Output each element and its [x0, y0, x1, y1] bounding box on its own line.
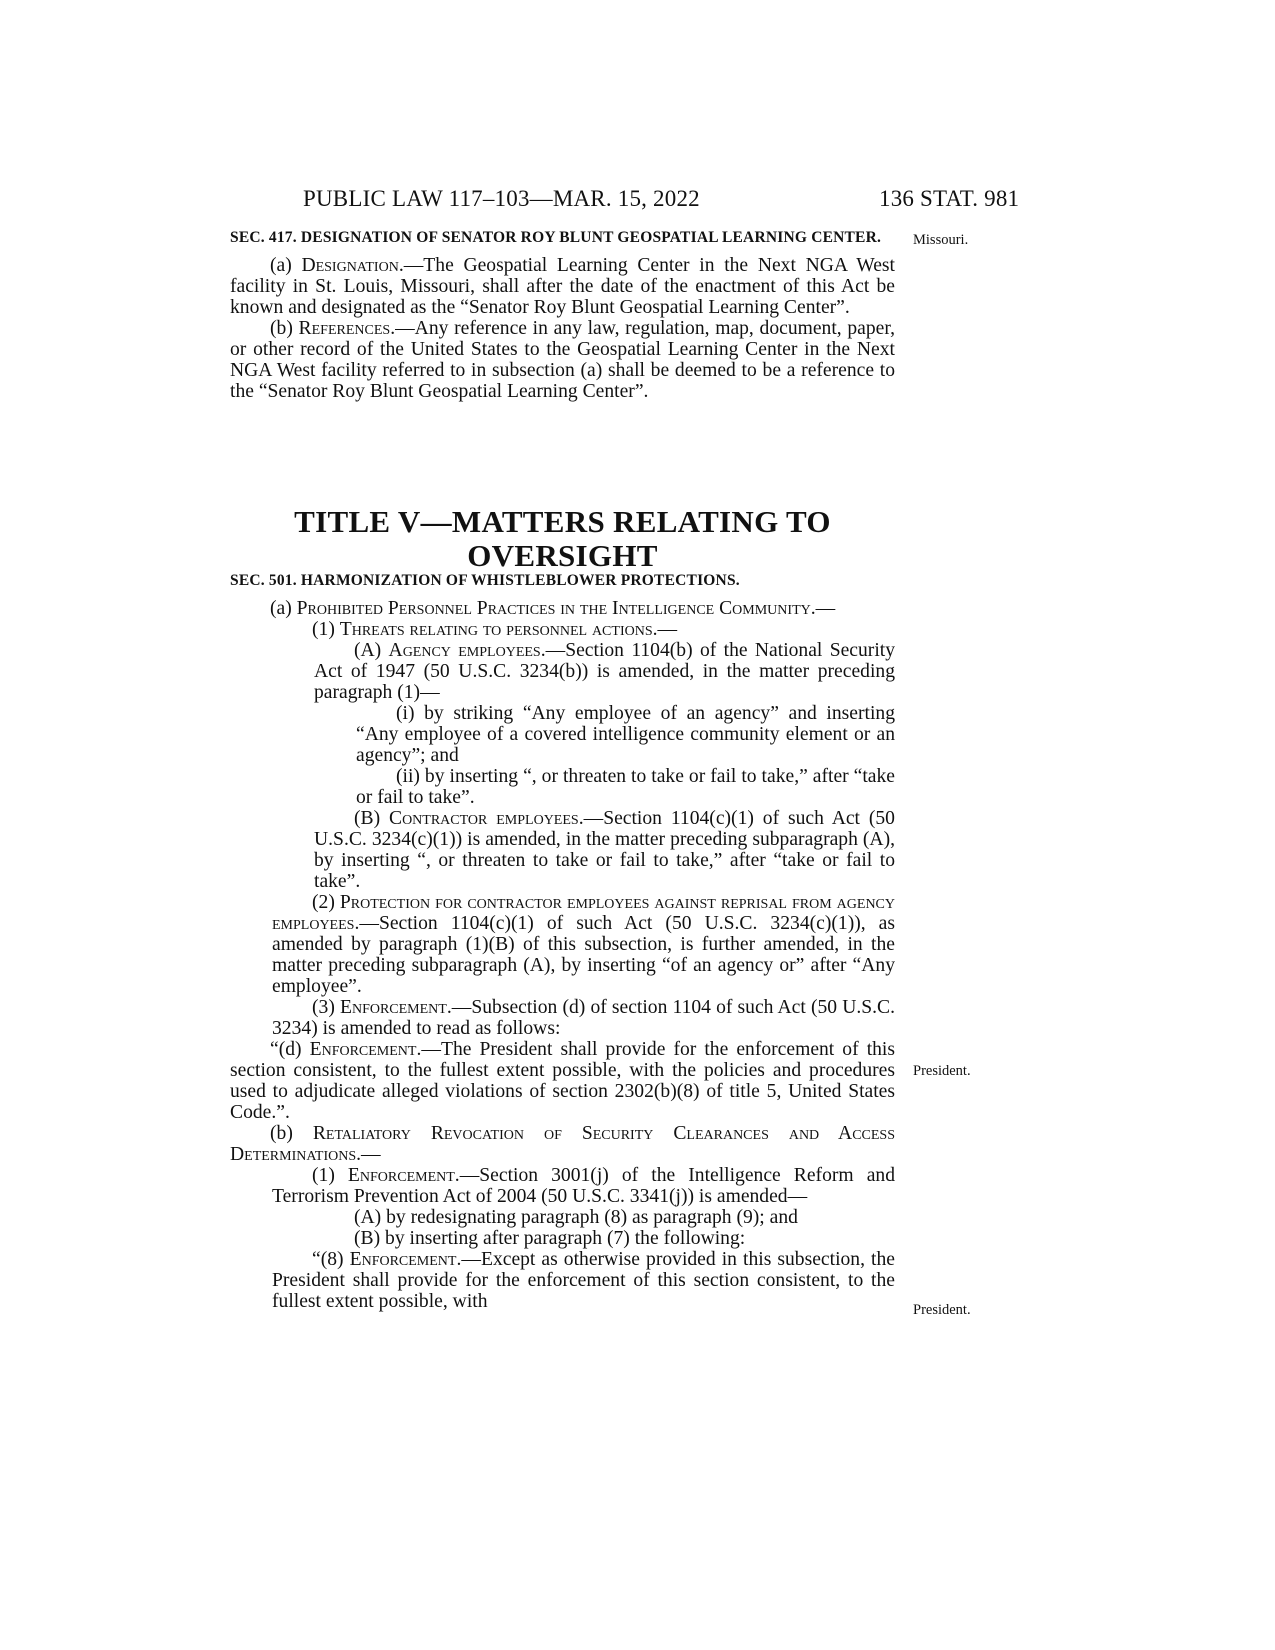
section-417 — [230, 229, 895, 402]
running-header-title: PUBLIC LAW 117–103—MAR. 15, 2022 — [303, 186, 700, 211]
subsection-b-references: (b) References.—Any reference in any law, regulation, map, document, paper, or other record of the United States to the Geospatial Learning Center in the Next NGA West facility referred to in subsection (a) shall be deemed to be a reference to the “Senator Roy Blunt Geospatial Learning Center”. — [230, 317, 896, 402]
subparagraph-B-contractor-employees: (B) Contractor employees.—Section 1104(c)(1) of such Act (50 U.S.C. 3234(c)(1)) is amended, in the matter preceding subparagraph (A), by inserting “, or threaten to take or fail to take,” after “take or fail to take”. — [314, 807, 895, 892]
running-header-page-number: 136 STAT. 981 — [879, 186, 1020, 211]
paragraph-3-enforcement: (3) Enforcement.—Subsection (d) of section 1104 of such Act (50 U.S.C. 3234) is amended to read as follows: — [272, 996, 895, 1039]
quoted-paragraph-8-enforcement: “(8) Enforcement.—Except as otherwise provided in this subsection, the President shall provide for the enforcement of this section consistent, to the fullest extent possible, with — [272, 1248, 895, 1312]
clause-ii: (ii) by inserting “, or threaten to take or fail to take,” after “take or fail to take”. — [356, 765, 895, 808]
section-501 — [230, 572, 895, 1312]
subparagraph-A-agency-employees: (A) Agency employees.—Section 1104(b) of the National Security Act of 1947 (50 U.S.C. 3234(b)) is amended, in the matter preceding paragraph (1)— — [314, 639, 896, 703]
subsection-a-designation: (a) Designation.—The Geospatial Learning Center in the Next NGA West facility in St. Louis, Missouri, shall after the date of the enactment of this Act be known and designated as the “Senator Roy Blunt Geospatial Learning Center”. — [230, 254, 895, 318]
section-heading: SEC. 417. DESIGNATION OF SENATOR ROY BLUNT GEOSPATIAL LEARNING CENTER. — [230, 229, 882, 246]
subsection-a-prohibited-practices: (a) Prohibited Personnel Practices in the Intelligence Community.— — [270, 597, 836, 619]
margin-note-missouri: Missouri. — [913, 232, 969, 248]
section-heading: SEC. 501. HARMONIZATION OF WHISTLEBLOWER PROTECTIONS. — [230, 572, 740, 589]
subsection-b-retaliatory-revocation: (b) Retaliatory Revocation of Security Clearances and Access Determinations.— — [230, 1122, 895, 1165]
subparagraph-A-redesignating: (A) by redesignating paragraph (8) as paragraph (9); and — [354, 1206, 798, 1228]
paragraph-1-threats: (1) Threats relating to personnel actions.— — [312, 618, 678, 640]
paragraph-1-enforcement: (1) Enforcement.—Section 3001(j) of the Intelligence Reform and Terrorism Prevention Act of 2004 (50 U.S.C. 3341(j)) is amended— — [272, 1164, 896, 1207]
quoted-subsection-d: “(d) Enforcement.—The President shall provide for the enforcement of this section consistent, to the fullest extent possible, with the policies and procedures used to adjudicate alleged violations of section 2302(b)(8) of title 5, United States Code.”. — [230, 1038, 895, 1123]
paragraph-2-contractor-protection: (2) Protection for contractor employees against reprisal from agency employees.—Section 1104(c)(1) of such Act (50 U.S.C. 3234(c)(1)), as amended by paragraph (1)(B) of this subsection, is further amended, in the matter preceding subparagraph (A), by inserting “of an agency or” after “Any employee”. — [272, 891, 895, 997]
margin-note-president: President. — [913, 1302, 971, 1318]
subparagraph-B-inserting: (B) by inserting after paragraph (7) the following: — [354, 1227, 746, 1249]
margin-note-president: President. — [913, 1063, 971, 1079]
title-heading: TITLE V—MATTERS RELATING TO OVERSIGHT — [294, 504, 831, 573]
clause-i: (i) by striking “Any employee of an agency” and inserting “Any employee of a covered intelligence community element or an agency”; and — [356, 702, 895, 766]
